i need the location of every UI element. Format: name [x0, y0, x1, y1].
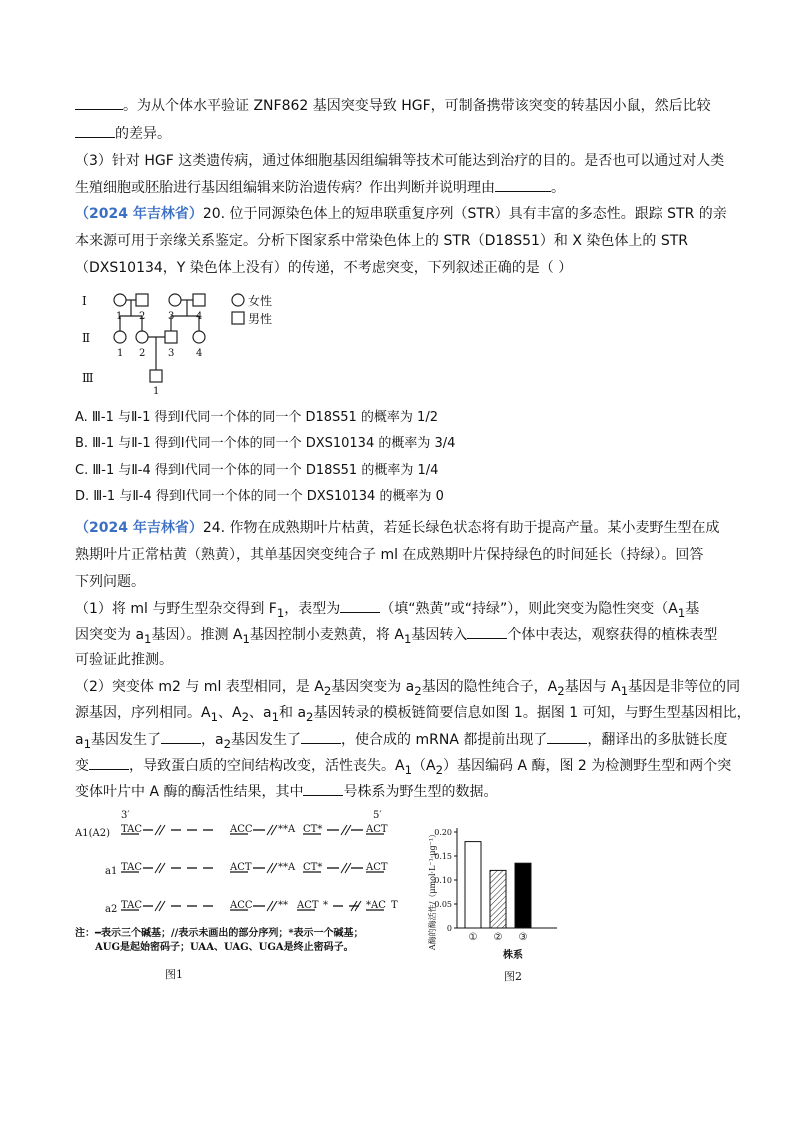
- gen-label: Ⅰ: [82, 294, 87, 308]
- individual-number: 4: [196, 311, 203, 322]
- y-tick-label: 0.20: [434, 828, 452, 837]
- x-axis-label: 株系: [503, 950, 523, 961]
- option-b[interactable]: B. Ⅲ-1 与Ⅱ-1 得到Ⅰ代同一个体的同一个 DXS10134 的概率为 3/4: [75, 436, 456, 451]
- label-3-prime: 3′: [121, 810, 130, 821]
- q24-line3: 下列问题。: [75, 574, 145, 590]
- prev-q-line2: 的差异。: [75, 123, 735, 144]
- codon: TAC: [121, 900, 142, 911]
- female-symbol: [114, 331, 126, 343]
- answer-blank[interactable]: [547, 729, 587, 744]
- prev-q-line1: 。为从个体水平验证 ZNF862 基因突变导致 HGF，可制备携带该突变的转基因小鼠，然后比较: [75, 95, 735, 116]
- q24-p1-line1: （1）将 ml 与野生型杂交得到 $F_1$，表型为 （填“熟黄”或“持绿”），则此突变为隐性突变（$A_1$基: [75, 598, 735, 623]
- y-tick-label: 0.05: [434, 900, 452, 909]
- individual-number: 2: [139, 348, 146, 359]
- codon: ACT: [230, 862, 252, 873]
- figure-2-caption: 图2: [504, 970, 522, 983]
- q20-line3: （DXS10134，Y 染色体上没有）的传递，不考虑突变，下列叙述正确的是（ ）: [75, 260, 573, 276]
- q24-line2: 熟期叶片正常枯黄（熟黄），其单基因突变纯合子 ml 在成熟期叶片保持绿色的时间延长（持绿）。回答: [75, 547, 704, 563]
- bar: [515, 863, 531, 928]
- q24-p2-line4: 变 ，导致蛋白质的空间结构改变，活性丧失。$A_1(A_2)$基因编码 A 酶，图 2 为检测野生型和两个突: [75, 755, 735, 780]
- female-symbol: [193, 331, 205, 343]
- female-symbol: [169, 294, 181, 306]
- bar: [490, 870, 506, 928]
- figure-2-chart: [425, 818, 560, 986]
- pedigree-chart: [78, 288, 298, 398]
- individual-number: 2: [139, 311, 146, 322]
- option-d[interactable]: D. Ⅲ-1 与Ⅱ-4 得到Ⅰ代同一个体的同一个 DXS10134 的概率为 0: [75, 489, 444, 504]
- male-symbol: [165, 331, 177, 343]
- x-tick-label: ①: [468, 932, 478, 943]
- codon: CT*: [303, 824, 323, 835]
- source-tag: （2024 年吉林省）: [75, 520, 203, 536]
- individual-number: 4: [196, 348, 203, 359]
- figure-note: AUG是起始密码子；UAA、UAG、UGA是终止密码子。: [95, 942, 354, 953]
- codon: TAC: [121, 824, 142, 835]
- male-symbol: [150, 370, 162, 382]
- codon: ACT: [366, 824, 388, 835]
- source-tag: （2024 年吉林省）: [75, 206, 203, 222]
- label-5-prime: 5′: [373, 810, 382, 821]
- codon: CT*: [303, 862, 323, 873]
- figure-1-template-strands: [75, 808, 420, 983]
- female-symbol: [114, 294, 126, 306]
- answer-blank[interactable]: [495, 177, 551, 192]
- answer-blank[interactable]: [89, 755, 129, 770]
- answer-blank[interactable]: [75, 95, 123, 110]
- female-symbol: [136, 331, 148, 343]
- row-label: a1: [105, 866, 118, 877]
- q20-line1: （2024 年吉林省）20. 位于同源染色体上的短串联重复序列（STR）具有丰富的多态性。跟踪 STR 的亲: [75, 206, 727, 222]
- row-label: A1(A2): [75, 828, 110, 839]
- option-a[interactable]: A. Ⅲ-1 与Ⅱ-1 得到Ⅰ代同一个体的同一个 D18S51 的概率为 1/2: [75, 410, 438, 425]
- y-axis-label: A酶的酶活性/（μmol·L⁻¹·μg⁻¹）: [428, 829, 437, 951]
- codon: ACC: [230, 900, 253, 911]
- individual-number: 1: [116, 311, 123, 322]
- codon: *AC: [366, 900, 386, 911]
- y-tick-label: 0.15: [434, 852, 452, 861]
- q24-p2-line1: （2）突变体 m2 与 ml 表型相同，是 $A_2$基因突变为 $a_2$基因的隐性纯合子，$A_2$基因与 $A_1$基因是非等位的同: [75, 679, 741, 698]
- y-tick-label: 0: [446, 924, 452, 933]
- individual-number: 1: [153, 386, 160, 397]
- answer-blank[interactable]: [75, 123, 115, 138]
- q24-p2-line5: 变体叶片中 A 酶的酶活性结果，其中 号株系为野生型的数据。: [75, 781, 735, 802]
- male-symbol: [193, 294, 205, 306]
- codon: **A: [278, 824, 296, 835]
- individual-number: 3: [168, 348, 175, 359]
- codon: ACC: [230, 824, 253, 835]
- answer-blank[interactable]: [301, 729, 341, 744]
- codon: *: [323, 900, 328, 911]
- row-label: a2: [105, 904, 118, 915]
- q24-p1-line2: 因突变为 $a_1$基因）。推测 $A_1$基因控制小麦熟黄，将 $A_1$基因转入 个体中表达，观察获得的植株表型: [75, 624, 735, 649]
- option-c[interactable]: C. Ⅲ-1 与Ⅱ-4 得到Ⅰ代同一个体的同一个 D18S51 的概率为 1/4: [75, 463, 439, 478]
- y-tick-label: 0.10: [434, 876, 452, 885]
- answer-blank[interactable]: [161, 729, 201, 744]
- q24-p2-line3: $a_1$基因发生了 ，$a_2$基因发生了 ，使合成的 mRNA 都提前出现了 ，翻译出的多肽链长度: [75, 729, 735, 754]
- codon: TAC: [121, 862, 142, 873]
- legend-female-label: 女性: [248, 294, 273, 308]
- codon: ACT: [366, 862, 388, 873]
- figure-note: 注：━表示三个碱基；//表示未画出的部分序列；*表示一个碱基；: [75, 928, 364, 939]
- legend-male-label: 男性: [248, 312, 273, 326]
- q24-p2-line2: 源基因，序列相同。$A_1$、$A_2$、$a_1$和 $a_2$基因转录的模板链简要信息如图 1。据图 1 可知，与野生型基因相比，: [75, 705, 751, 724]
- male-symbol: [136, 294, 148, 306]
- codon: **A: [278, 862, 296, 873]
- gen-label: Ⅲ: [82, 371, 94, 385]
- q3-line2: 生殖细胞或胚胎进行基因组编辑来防治遗传病？作出判断并说明理由 。: [75, 177, 735, 198]
- answer-blank[interactable]: [303, 781, 343, 796]
- q3-line1: （3）针对 HGF 这类遗传病，通过体细胞基因组编辑等技术可能达到治疗的目的。是否也可以通过对人类: [75, 153, 725, 169]
- answer-blank[interactable]: [467, 624, 507, 639]
- x-tick-label: ③: [518, 932, 528, 943]
- answer-blank[interactable]: [340, 598, 380, 613]
- individual-number: 3: [168, 311, 175, 322]
- individual-number: 1: [117, 348, 124, 359]
- x-tick-label: ②: [493, 932, 503, 943]
- figure-1-caption: 图1: [165, 968, 183, 981]
- codon: T: [391, 900, 398, 911]
- q24-line1: （2024 年吉林省）24. 作物在成熟期叶片枯黄，若延长绿色状态将有助于提高产量。某小麦野生型在成: [75, 520, 720, 536]
- bar: [465, 842, 481, 928]
- codon: **: [278, 900, 288, 911]
- q20-line2: 本来源可用于亲缘关系鉴定。分析下图家系中常染色体上的 STR（D18S51）和 X 染色体上的 STR: [75, 233, 689, 249]
- q24-p1-line3: 可验证此推测。: [75, 652, 173, 668]
- legend-female-icon: [232, 294, 244, 306]
- legend-male-icon: [232, 312, 244, 324]
- gen-label: Ⅱ: [82, 331, 91, 345]
- codon: ACT: [297, 900, 319, 911]
